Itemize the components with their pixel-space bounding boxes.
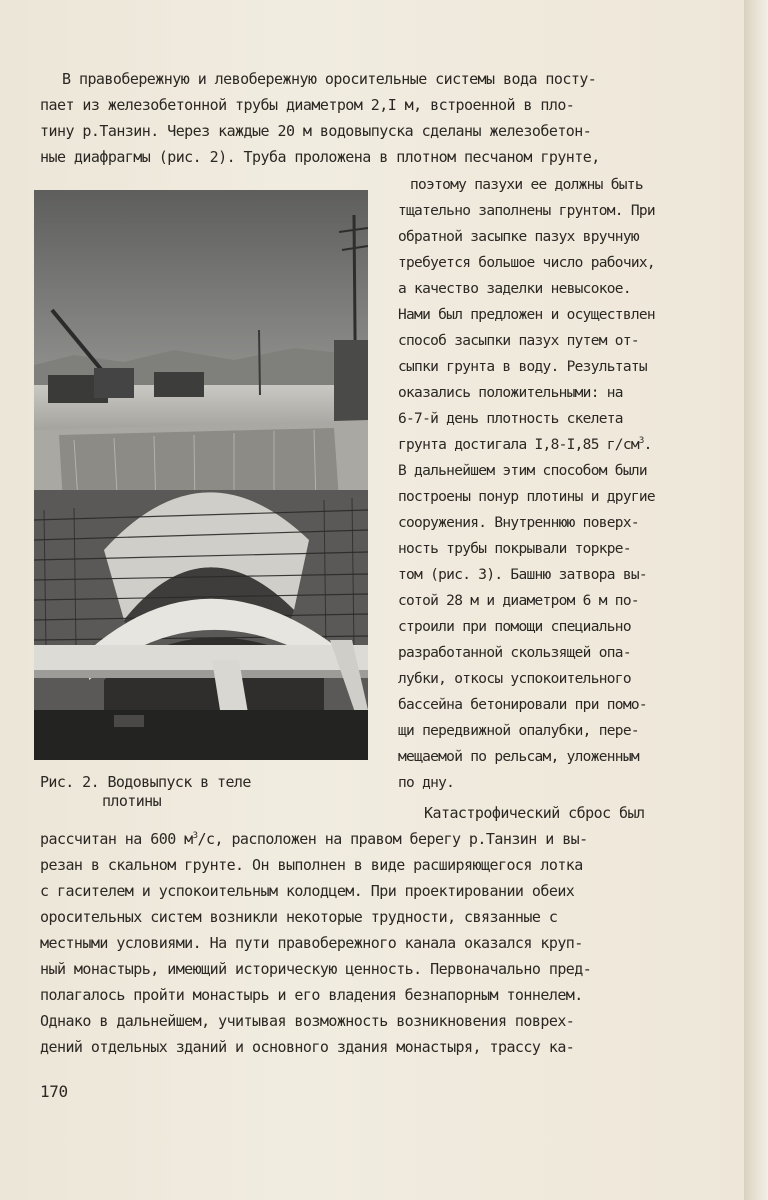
caption-line: Рис. 2. Водовыпуск в теле: [40, 773, 251, 791]
text-line: сооружения. Внутреннюю поверх-: [398, 515, 639, 531]
superscript-cube: 3: [638, 436, 644, 446]
text-line: оросительных систем возникли некоторые трудности, связанные с: [40, 908, 558, 926]
text-line: 6-7-й день плотность скелета: [398, 411, 623, 427]
text-line: полагалось пройти монастырь и его владения безнапорным тоннелем.: [40, 986, 583, 1004]
text-line: лубки, откосы успокоительного: [398, 671, 631, 687]
text-line: В дальнейшем этим способом были: [398, 463, 647, 479]
text-line: рассчитан на 600 $м^3/с$, расположен на правом берегу р.Танзин и вы-: [40, 830, 588, 848]
text-line: Однако в дальнейшем, учитывая возможность возникновения поврех-: [40, 1012, 575, 1030]
page-number: 170: [40, 1082, 68, 1101]
text-line: грунта достигала I,8-I,85 $г/см^3$.: [398, 436, 652, 453]
text-line: ные диафрагмы (рис. 2). Труба проложена в плотном песчаном грунте,: [40, 148, 600, 166]
text-line: тину р.Танзин. Через каждые 20 м водовыпуска сделаны железобетон-: [40, 122, 592, 140]
construction-photo-illustration: [34, 190, 368, 760]
text-line: обратной засыпке пазух вручную: [398, 229, 639, 245]
text-line: Катастрофический сброс был: [424, 804, 645, 822]
text-line: по дну.: [398, 775, 455, 791]
text-line: местными условиями. На пути правобережного канала оказался круп-: [40, 934, 583, 952]
text-line: бассейна бетонировали при помо-: [398, 697, 647, 713]
text-line: с гасителем и успокоительным колодцем. При проектировании обеих: [40, 882, 575, 900]
text-line: сыпки грунта в воду. Результаты: [398, 359, 647, 375]
text-line: мещаемой по рельсам, уложенным: [398, 749, 639, 765]
text-line: резан в скальном грунте. Он выполнен в виде расширяющегося лотка: [40, 856, 583, 874]
caption-line: плотины: [102, 792, 162, 810]
text-line: оказались положительными: на: [398, 385, 623, 401]
text-line: тщательно заполнены грунтом. При: [398, 203, 655, 219]
figure-caption: [40, 773, 340, 811]
text-line: построены понур плотины и другие: [398, 489, 655, 505]
superscript-cube: 3: [192, 831, 198, 841]
text-line: сотой 28 м и диаметром 6 м по-: [398, 593, 639, 609]
text-line: ный монастырь, имеющий историческую ценность. Первоначально пред-: [40, 960, 592, 978]
text-line: ность трубы покрывали торкре-: [398, 541, 631, 557]
text-line: том (рис. 3). Башню затвора вы-: [398, 567, 647, 583]
text-line: пает из железобетонной трубы диаметром 2,I м, встроенной в пло-: [40, 96, 575, 114]
page-edge-shadow: [744, 0, 768, 1200]
text-line: строили при помощи специально: [398, 619, 631, 635]
text-line: В правобережную и левобережную оросительные системы вода посту-: [62, 70, 597, 88]
text-line: требуется большое число рабочих,: [398, 255, 655, 271]
text-line: дений отдельных зданий и основного здания монастыря, трассу ка-: [40, 1038, 575, 1056]
text-line: Нами был предложен и осуществлен: [398, 307, 655, 323]
text-line: а качество заделки невысокое.: [398, 281, 631, 297]
text-line: поэтому пазухи ее должны быть: [410, 177, 643, 193]
text-line: щи передвижной опалубки, пере-: [398, 723, 639, 739]
figure-photo-outlet-in-dam: [34, 190, 368, 760]
text-line: способ засыпки пазух путем от-: [398, 333, 639, 349]
text-line: разработанной скользящей опа-: [398, 645, 631, 661]
